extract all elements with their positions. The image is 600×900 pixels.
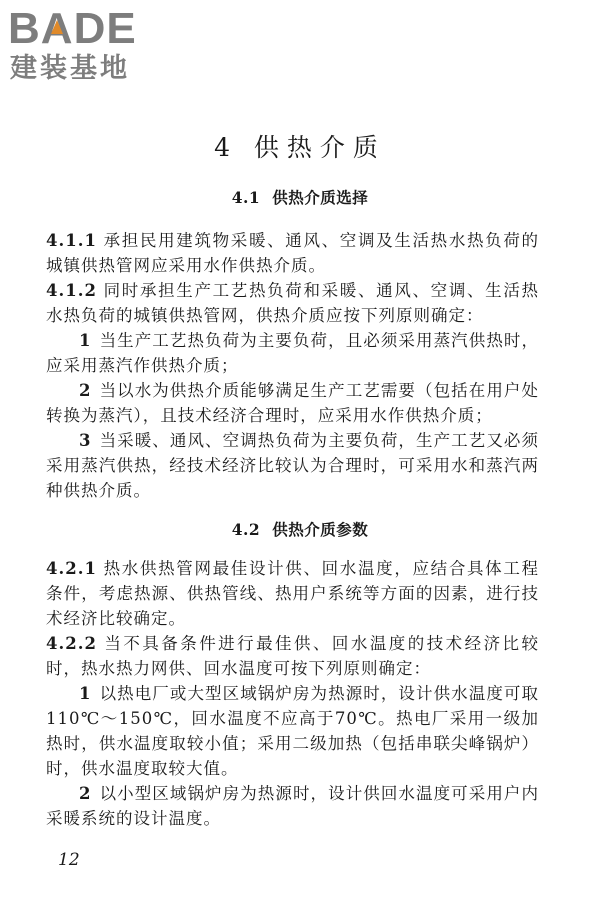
list-item	[46, 681, 539, 781]
section-title-text: 供热介质参数	[272, 520, 369, 539]
section-number: 4.2	[231, 520, 261, 539]
section-heading-4-2	[0, 519, 600, 541]
clause-4-2-2	[46, 631, 539, 681]
item-index: 3	[79, 431, 92, 450]
item-text: 当采暖、通风、空调热负荷为主要负荷，生产工艺又必须采用蒸汽供热，经技术经济比较认为合理时，可采用水和蒸汽两种供热介质。	[46, 431, 539, 500]
clause-text: 承担民用建筑物采暖、通风、空调及生活热水热负荷的城镇供热管网应采用水作供热介质。	[46, 231, 539, 275]
logo-letter-a: A	[40, 4, 74, 53]
item-text: 以小型区域锅炉房为热源时，设计供回水温度可采用户内采暖系统的设计温度。	[46, 784, 539, 828]
logo-triangle-icon	[51, 20, 63, 34]
clause-text: 当不具备条件进行最佳供、回水温度的技术经济比较时，热水热力网供、回水温度可按下列原则确定：	[46, 634, 539, 678]
section-heading-4-1	[0, 187, 600, 209]
item-index: 2	[79, 381, 92, 400]
item-index: 2	[79, 784, 92, 803]
clause-text: 热水供热管网最佳设计供、回水温度，应结合具体工程条件，考虑热源、供热管线、热用户系统等方面的因素，进行技术经济比较确定。	[46, 559, 539, 628]
section-number: 4.1	[231, 188, 261, 207]
logo-wordmark: BA DE	[8, 4, 137, 53]
clause-label: 4.1.1	[46, 231, 97, 250]
clause-4-1-1	[46, 228, 539, 278]
clause-text: 同时承担生产工艺热负荷和采暖、通风、空调、生活热水热负荷的城镇供热管网，供热介质应按下列原则确定：	[46, 281, 539, 325]
chapter-title: 4 供热介质	[214, 133, 386, 162]
item-text: 以热电厂或大型区域锅炉房为热源时，设计供水温度可取110℃～150℃，回水温度不应高于70℃。热电厂采用一级加热时，供水温度取较小值；采用二级加热（包括串联尖峰锅炉）时，供水温度取较大值。	[46, 684, 539, 778]
section-title-text: 供热介质选择	[272, 188, 369, 207]
list-item	[46, 378, 539, 428]
clause-4-1-2	[46, 278, 539, 328]
logo-subtitle: 建装基地	[10, 53, 130, 84]
clause-4-2-1	[46, 556, 539, 631]
list-item	[46, 428, 539, 503]
item-index: 1	[79, 331, 92, 350]
page-number: 12	[58, 850, 80, 870]
clause-label: 4.2.1	[46, 559, 97, 578]
clause-label: 4.2.2	[46, 634, 97, 653]
item-text: 当生产工艺热负荷为主要负荷，且必须采用蒸汽供热时，应采用蒸汽作供热介质；	[46, 331, 539, 375]
clause-label: 4.1.2	[46, 281, 97, 300]
list-item	[46, 328, 539, 378]
brand-logo	[8, 6, 178, 86]
item-text: 当以水为供热介质能够满足生产工艺需要（包括在用户处转换为蒸汽），且技术经济合理时，应采用水作供热介质；	[46, 381, 539, 425]
list-item	[46, 781, 539, 831]
item-index: 1	[79, 684, 92, 703]
